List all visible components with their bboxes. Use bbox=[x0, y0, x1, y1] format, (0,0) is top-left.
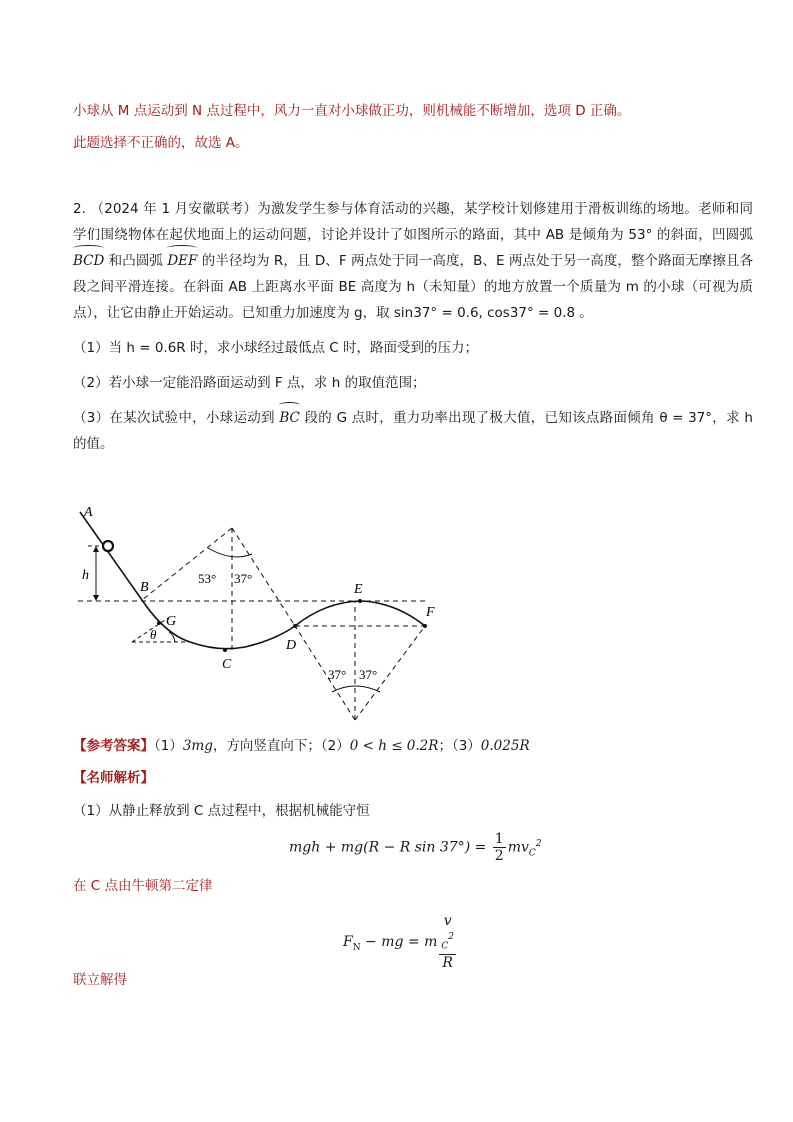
point-f bbox=[423, 624, 427, 628]
h-arrow-head-top bbox=[93, 546, 99, 552]
angle-upper-right: 37° bbox=[234, 571, 253, 586]
analysis-step-3: 联立解得 bbox=[73, 972, 127, 988]
question-block bbox=[73, 196, 753, 466]
question-part-3: （3）在某次试验中，小球运动到 BC 段的 G 点时，重力功率出现了极大值，已知该点路面倾角 θ = 37°，求 h 的值。 bbox=[73, 405, 753, 457]
fraction-half: $\frac{1}{2}$ bbox=[494, 831, 504, 864]
fraction-v2-r: v $_C^2$ R bbox=[441, 913, 454, 972]
arc-bcd: BCD bbox=[73, 248, 104, 274]
label-theta: θ bbox=[150, 627, 157, 642]
analysis-step-1: （1）从静止释放到 C 点过程中，根据机械能守恒 bbox=[73, 803, 370, 819]
point-g bbox=[157, 621, 161, 625]
label-c: C bbox=[222, 657, 232, 672]
question-part-2: （2）若小球一定能沿路面运动到 F 点，求 h 的取值范围； bbox=[73, 375, 426, 391]
upper-radius-left bbox=[142, 528, 232, 600]
label-h: h bbox=[82, 568, 89, 583]
prev-solution-line-2: 此题选择不正确的，故选 A。 bbox=[73, 135, 249, 151]
label-a: A bbox=[84, 505, 93, 520]
prev-solution-line-1: 小球从 M 点运动到 N 点过程中，风力一直对小球做正功，则机械能不断增加，选项 D 正确。 bbox=[73, 103, 631, 119]
equation-newton: $F_N$ − mg = m v $_C^2$ R bbox=[343, 913, 454, 972]
analysis-step-2: 在 C 点由牛顿第二定律 bbox=[73, 878, 213, 894]
equation-energy: mgh + mg(R − R sin 37°) = $\frac{1}{2}$ $mv_C^2$ bbox=[289, 831, 542, 864]
question-intro: 2. （2024 年 1 月安徽联考）为激发学生参与体育活动的兴趣，某学校计划修建用于滑板训练的场地。老师和同学们围绕物体在起伏地面上的运动问题，讨论并设计了如图所示的路面，其中 AB 是倾角为 53° 的斜面，凹圆弧 BCD 和凸圆弧 DEF 的半径均为 R，且 D、F 两点处于同一高度，B、E 两点处于另一高度，整个路面无摩擦且各段之间平滑连接。在斜面 AB 上距离水平面 BE 高度为 h（未知量）的地方放置一个质量为 m 的小球（可视为质点），让它由静止开始运动。已知重力加速度为 g，取 sin37° = 0.6, cos37° = 0.8 。 bbox=[73, 201, 753, 321]
point-c bbox=[223, 648, 227, 652]
analysis-label: 【名师解析】 bbox=[73, 770, 154, 786]
angle-lower-left: 37° bbox=[328, 667, 347, 682]
answer-label: 【参考答案】 bbox=[73, 738, 154, 754]
ball bbox=[103, 541, 113, 551]
h-arrow-head-bottom bbox=[93, 595, 99, 601]
lower-angle-arc bbox=[332, 686, 380, 692]
point-d bbox=[293, 624, 297, 628]
answer-part-3: 0.025R bbox=[480, 738, 530, 754]
label-e: E bbox=[354, 582, 363, 597]
answer-line: 【参考答案】（1）3mg，方向竖直向下；（2）0 < h ≤ 0.2R；（3）0.025R bbox=[73, 738, 530, 754]
point-e bbox=[358, 599, 362, 603]
label-g: G bbox=[166, 614, 177, 629]
label-b: B bbox=[140, 580, 149, 595]
arc-def: DEF bbox=[167, 248, 197, 274]
question-part-1: （1）当 h = 0.6R 时，求小球经过最低点 C 时，路面受到的压力； bbox=[73, 340, 478, 356]
track-figure bbox=[70, 502, 450, 730]
answer-part-2: 0 < h ≤ 0.2R bbox=[349, 738, 439, 754]
label-f: F bbox=[426, 605, 435, 620]
upper-angle-arc bbox=[208, 548, 252, 557]
answer-part-1: 3mg bbox=[182, 738, 213, 754]
arc-bc: BC bbox=[279, 405, 300, 431]
label-d: D bbox=[286, 638, 297, 653]
slope-ab bbox=[80, 512, 142, 600]
angle-lower-right: 37° bbox=[359, 667, 378, 682]
angle-upper-left: 53° bbox=[198, 571, 217, 586]
